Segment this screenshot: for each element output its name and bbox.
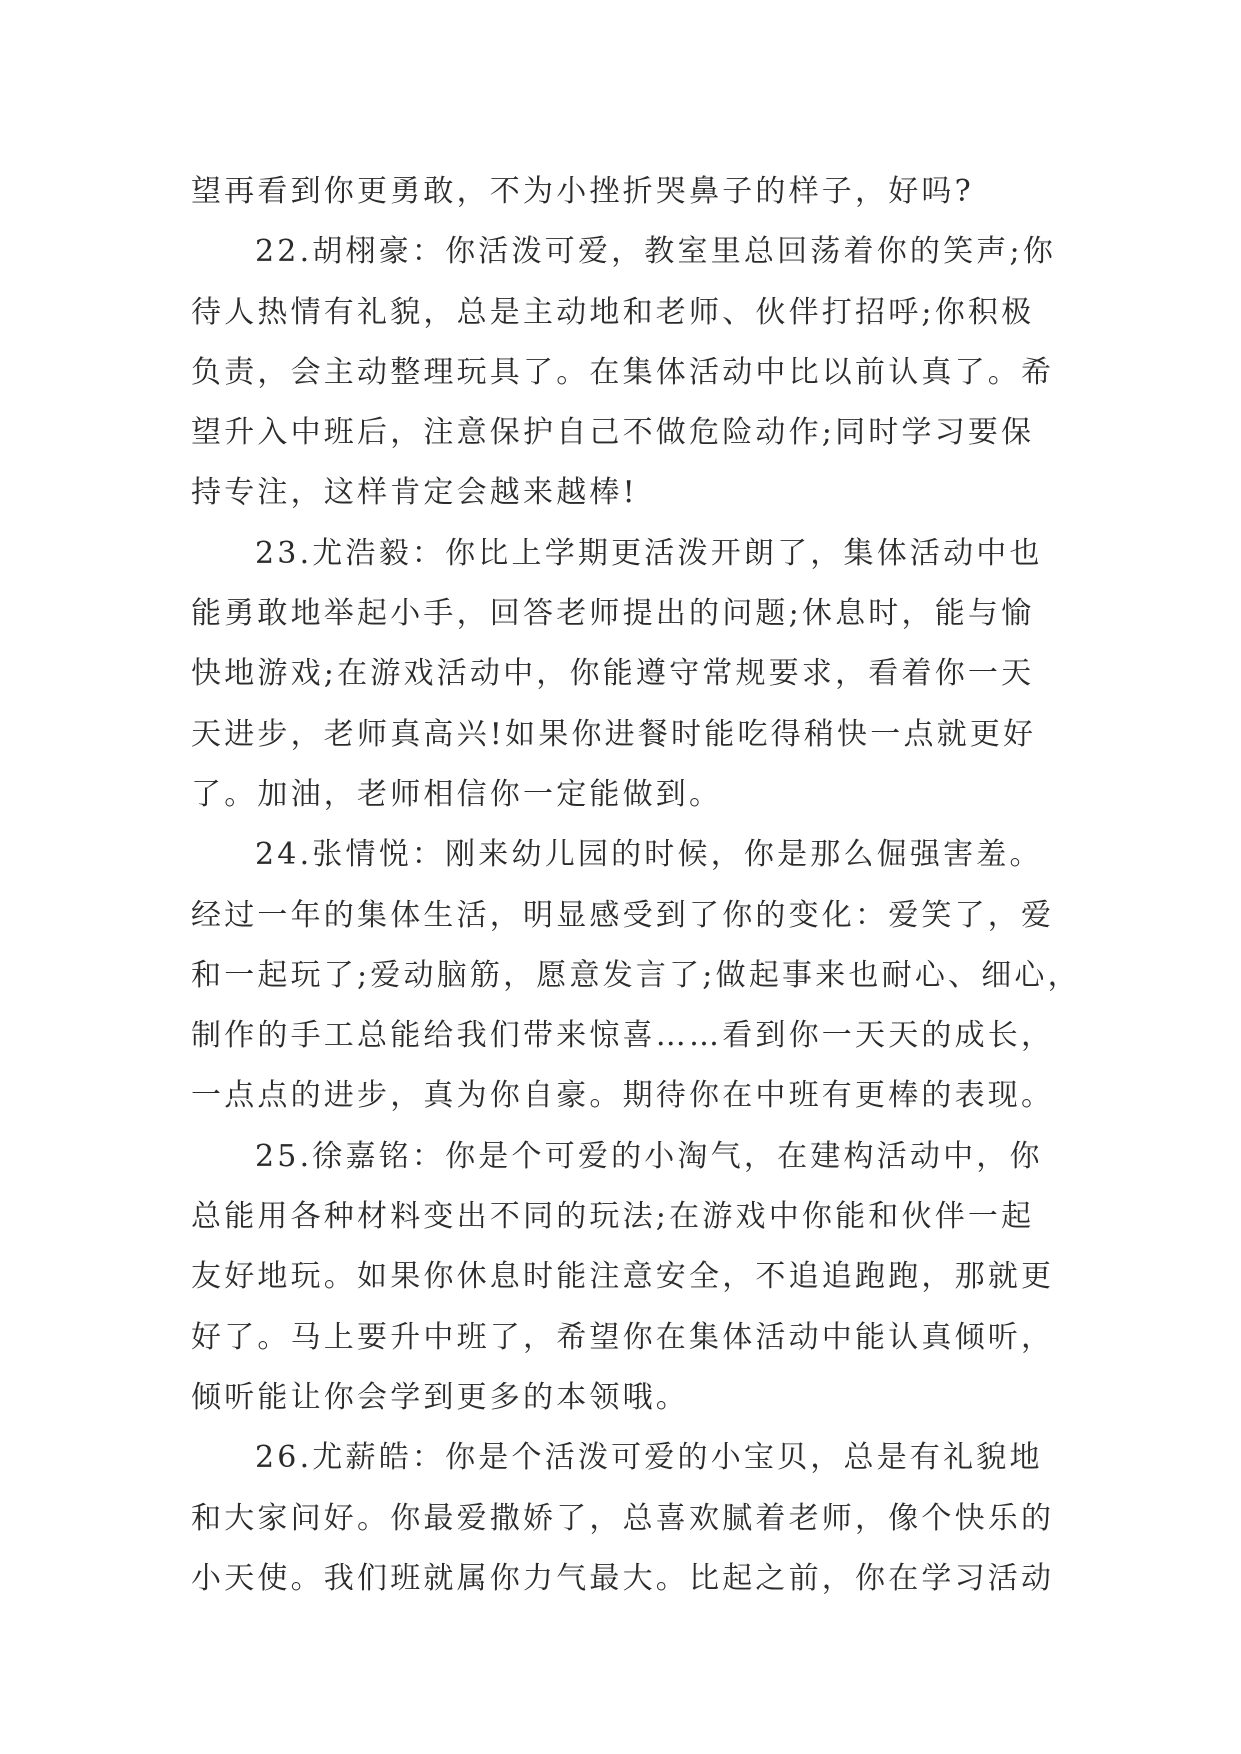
paragraph-line: 好了。马上要升中班了，希望你在集体活动中能认真倾听， <box>191 1319 1055 1355</box>
paragraph-line: 天进步，老师真高兴!如果你进餐时能吃得稍快一点就更好 <box>191 716 1037 752</box>
paragraph-line: 望升入中班后，注意保护自己不做危险动作;同时学习要保 <box>191 415 1035 451</box>
paragraph-line: 能勇敢地举起小手，回答老师提出的问题;休息时，能与愉 <box>191 596 1035 632</box>
paragraph-first-line: 23.尤浩毅：你比上学期更活泼开朗了，集体活动中也 <box>255 535 1043 571</box>
paragraph-line: 持专注，这样肯定会越来越棒! <box>191 475 638 511</box>
paragraph-first-line: 24.张情悦：刚来幼儿园的时候，你是那么倔强害羞。 <box>255 837 1043 873</box>
paragraph-first-line: 26.尤薪皓：你是个活泼可爱的小宝贝，总是有礼貌地 <box>255 1440 1043 1476</box>
paragraph-line: 快地游戏;在游戏活动中，你能遵守常规要求，看着你一天 <box>191 656 1035 692</box>
paragraph-line: 经过一年的集体生活，明显感受到了你的变化：爱笑了，爱 <box>191 897 1055 933</box>
document-body-text <box>191 162 1081 1609</box>
paragraph-line: 和一起玩了;爱动脑筋，愿意发言了;做起事来也耐心、细心， <box>191 957 1081 993</box>
paragraph-line: 负责，会主动整理玩具了。在集体活动中比以前认真了。希 <box>191 354 1055 390</box>
paragraph-line: 一点点的进步，真为你自豪。期待你在中班有更棒的表现。 <box>191 1078 1055 1114</box>
paragraph-line: 和大家问好。你最爱撒娇了，总喜欢腻着老师，像个快乐的 <box>191 1500 1055 1536</box>
paragraph-line: 望再看到你更勇敢，不为小挫折哭鼻子的样子，好吗? <box>191 174 974 209</box>
paragraph-first-line: 22.胡栩豪：你活泼可爱，教室里总回荡着你的笑声;你 <box>255 234 1057 270</box>
paragraph-line: 友好地玩。如果你休息时能注意安全，不追追跑跑，那就更 <box>191 1259 1055 1295</box>
paragraph-line: 小天使。我们班就属你力气最大。比起之前，你在学习活动 <box>191 1560 1055 1596</box>
paragraph-first-line: 25.徐嘉铭：你是个可爱的小淘气，在建构活动中，你 <box>255 1138 1043 1174</box>
paragraph-line: 总能用各种材料变出不同的玩法;在游戏中你能和伙伴一起 <box>191 1199 1035 1235</box>
paragraph-line: 倾听能让你会学到更多的本领哦。 <box>191 1379 689 1415</box>
paragraph-line: 制作的手工总能给我们带来惊喜……看到你一天天的成长， <box>191 1018 1055 1054</box>
paragraph-line: 了。加油，老师相信你一定能做到。 <box>191 776 723 812</box>
paragraph-line: 待人热情有礼貌，总是主动地和老师、伙伴打招呼;你积极 <box>191 294 1035 330</box>
